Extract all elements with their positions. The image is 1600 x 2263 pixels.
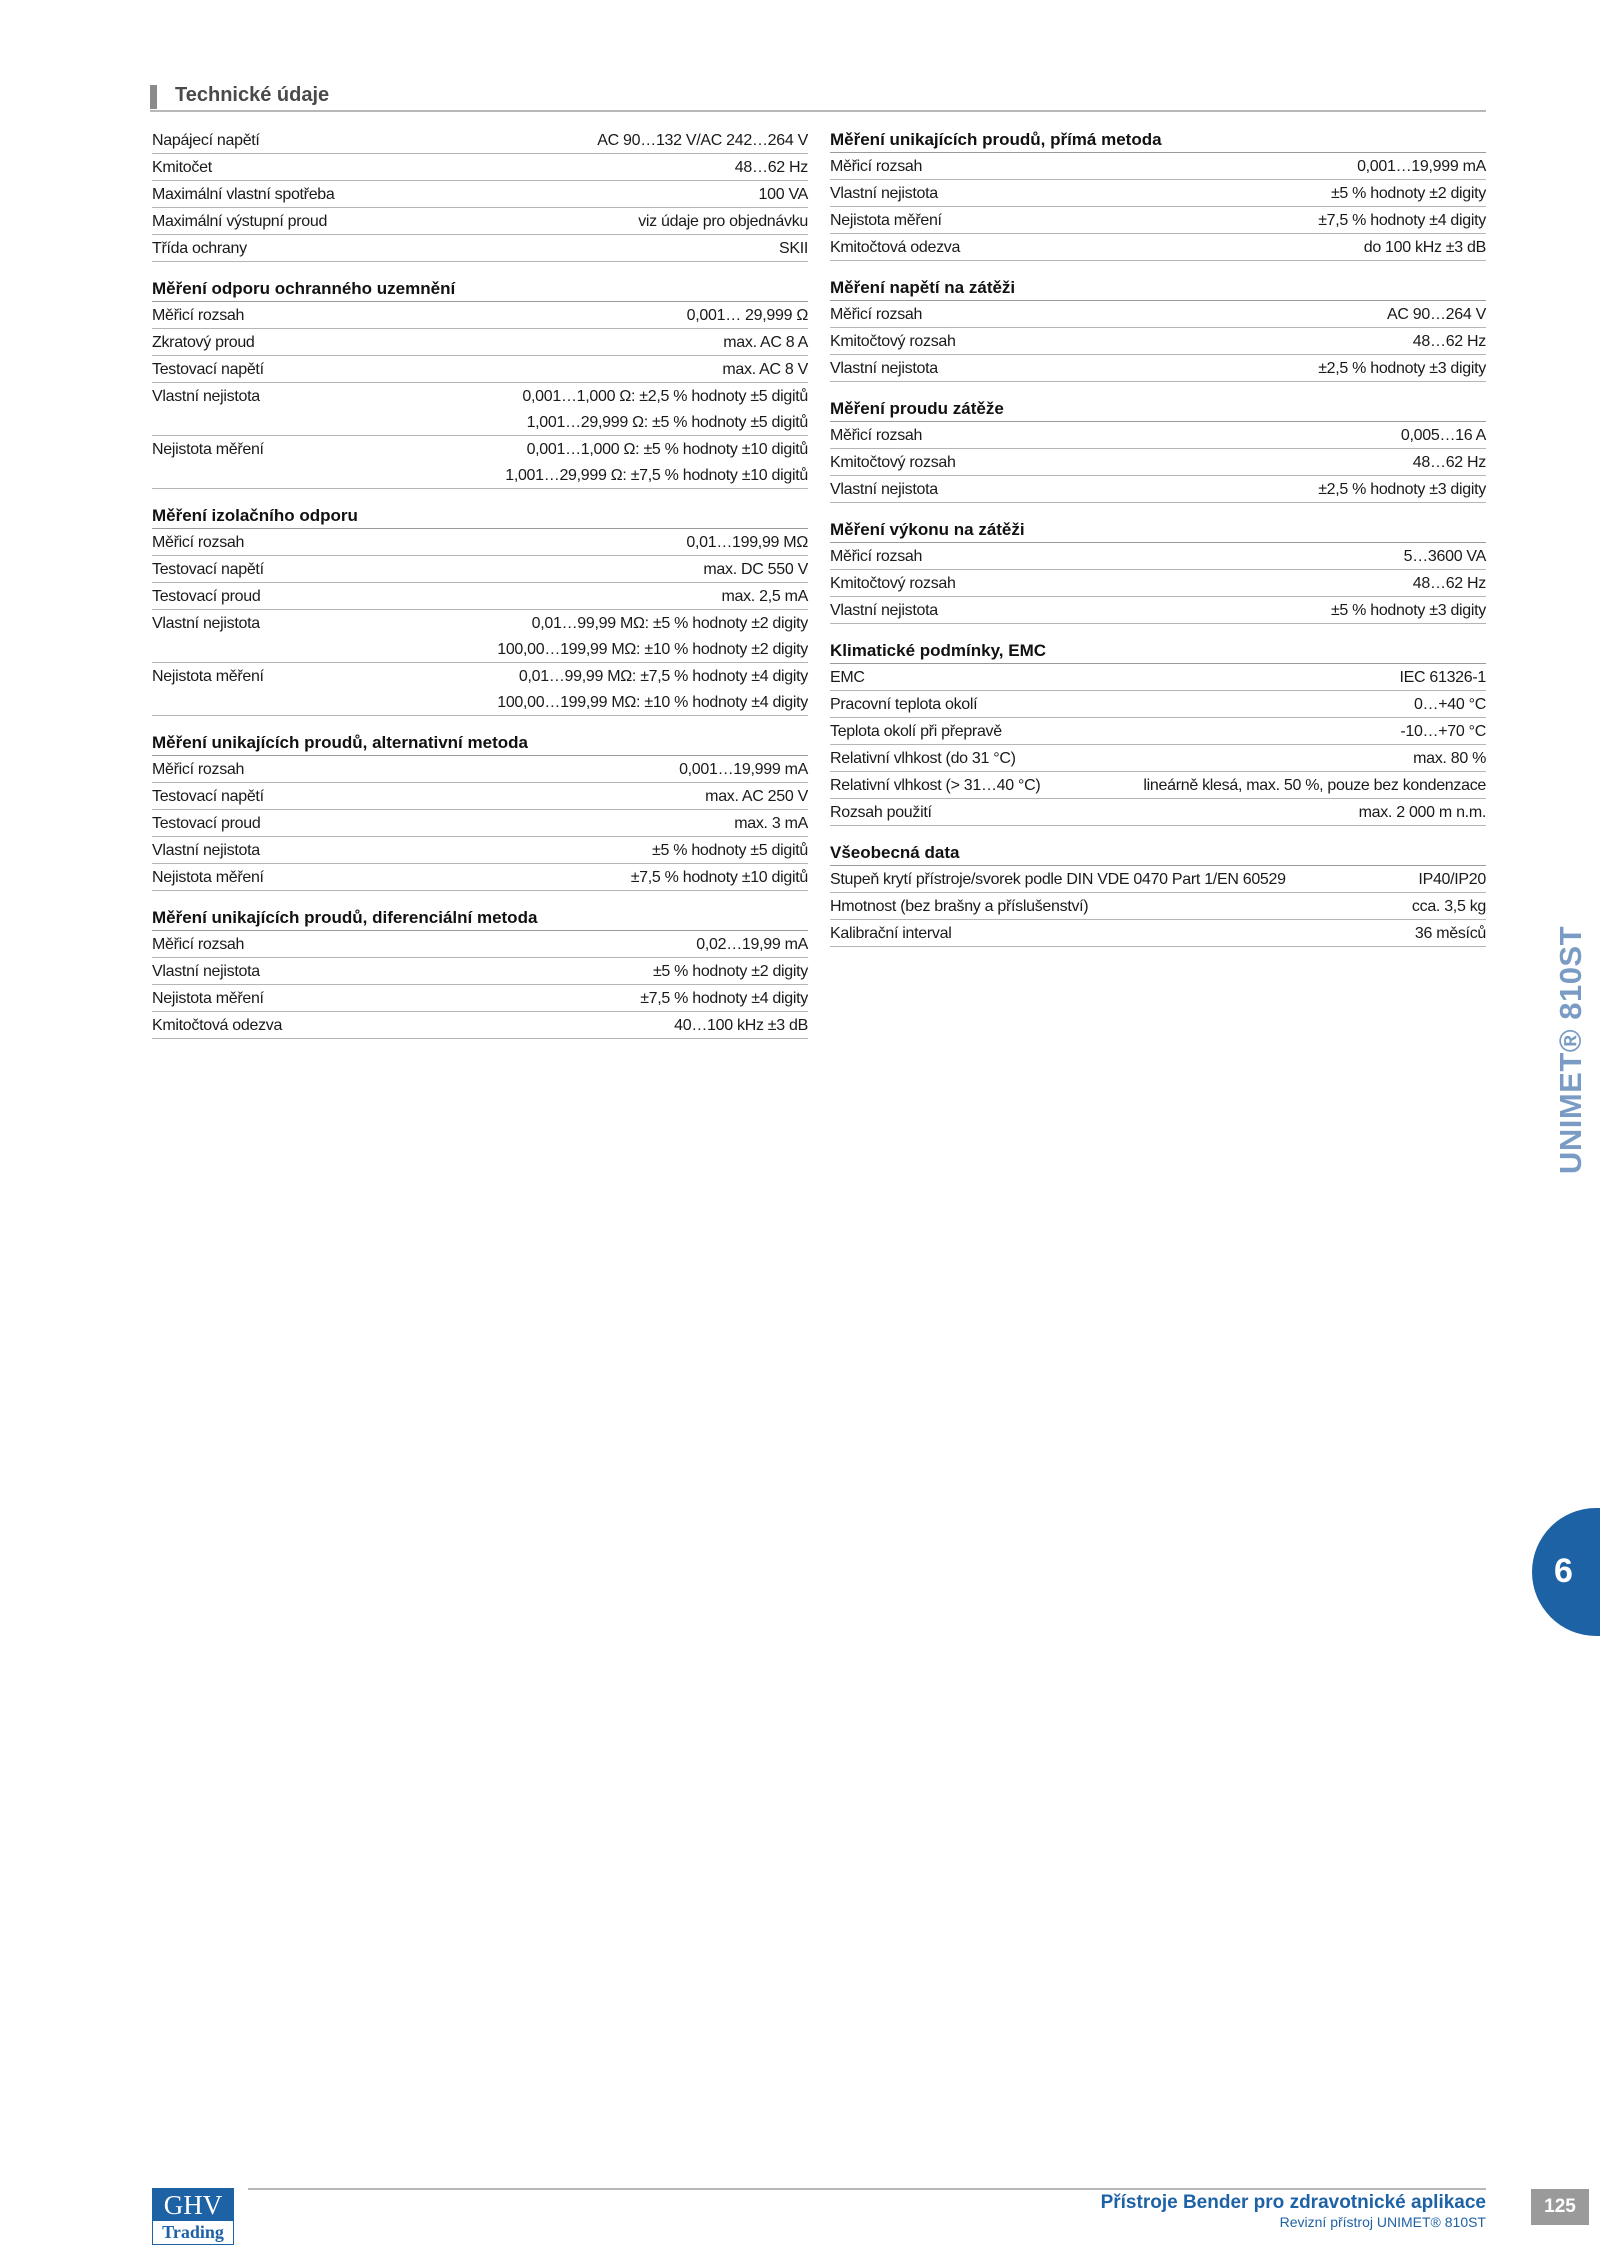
spec-line [152,931,808,957]
spec-row [830,355,1486,382]
spec-value: ±7,5 % hodnoty ±4 digity [640,990,808,1007]
spec-label: Měřicí rozsah [830,158,923,175]
spec-label: Teplota okolí při přepravě [830,723,1002,740]
spec-label: EMC [830,669,865,686]
group-title: Měření unikajících proudů, diferenciální metoda [152,905,808,931]
spec-value: max. DC 550 V [703,561,808,578]
spec-line [830,180,1486,206]
spec-value: 0,001…1,000 Ω: ±2,5 % hodnoty ±5 digitů [522,388,808,405]
spec-value: lineárně klesá, max. 50 %, pouze bez kondenzace [1143,777,1486,794]
spec-row [830,718,1486,745]
group-title: Všeobecná data [830,840,1486,866]
spec-row [830,301,1486,328]
spec-label: Třída ochrany [152,240,247,257]
group-title: Klimatické podmínky, EMC [830,638,1486,664]
spec-row [830,866,1486,893]
chapter-tab [1532,1508,1600,1636]
section-header [150,82,1486,112]
spec-line [152,1012,808,1038]
spec-line [830,570,1486,596]
spec-line [830,866,1486,892]
spec-line [152,329,808,355]
spec-value: ±5 % hodnoty ±3 digity [1330,602,1486,619]
spec-value: 0,001…19,999 mA [1357,158,1486,175]
spec-row [152,383,808,436]
spec-group [830,638,1486,826]
right-column [830,127,1486,961]
spec-value: SKII [778,240,808,257]
spec-label: Měřicí rozsah [152,936,245,953]
spec-value: do 100 kHz ±3 dB [1363,239,1486,256]
spec-row [152,931,808,958]
spec-line [152,610,808,636]
spec-value: 1,001…29,999 Ω: ±7,5 % hodnoty ±10 digitů [505,467,808,484]
section-header-bar [150,85,157,109]
spec-line [152,409,808,435]
spec-row [830,570,1486,597]
spec-label: Kmitočtový rozsah [830,333,956,350]
spec-value: 48…62 Hz [1412,454,1486,471]
spec-line [152,462,808,488]
spec-line [152,356,808,382]
spec-row [152,610,808,663]
spec-line [152,208,808,234]
spec-line [152,436,808,462]
group-title: Měření výkonu na zátěži [830,517,1486,543]
spec-label: Kmitočtový rozsah [830,454,956,471]
spec-value: 100,00…199,99 MΩ: ±10 % hodnoty ±4 digity [497,694,808,711]
spec-label: Kmitočtová odezva [830,239,961,256]
spec-row [830,664,1486,691]
spec-label: Kmitočet [152,159,212,176]
spec-line [152,636,808,662]
spec-label: Nejistota měření [830,212,942,229]
ghv-trading-logo [152,2188,234,2245]
spec-row [152,356,808,383]
spec-row [152,235,808,262]
spec-group [830,840,1486,947]
page-number: 125 [1531,2189,1589,2225]
spec-group [830,275,1486,382]
spec-value: 0,001… 29,999 Ω [686,307,808,324]
side-product-title [1551,925,1591,1175]
group-title: Měření unikajících proudů, přímá metoda [830,127,1486,153]
spec-line [152,302,808,328]
spec-row [152,127,808,154]
spec-value: 0,02…19,99 mA [696,936,808,953]
spec-row [152,810,808,837]
spec-line [152,958,808,984]
spec-value: 100 VA [758,186,808,203]
spec-label: Testovací napětí [152,361,264,378]
spec-label: Hmotnost (bez brašny a příslušenství) [830,898,1089,915]
spec-line [830,355,1486,381]
spec-line [830,718,1486,744]
spec-row [830,234,1486,261]
spec-line [152,663,808,689]
spec-value: ±7,5 % hodnoty ±4 digity [1318,212,1486,229]
spec-line [152,154,808,180]
spec-line [830,745,1486,771]
spec-label: Testovací proud [152,588,261,605]
spec-value: 0,001…1,000 Ω: ±5 % hodnoty ±10 digitů [526,441,808,458]
spec-value: 0,01…199,99 MΩ [686,534,808,551]
spec-row [152,181,808,208]
spec-row [152,556,808,583]
section-title: Technické údaje [175,84,330,106]
spec-value: viz údaje pro objednávku [638,213,808,230]
spec-label: Měřicí rozsah [830,548,923,565]
footer-title: Přístroje Bender pro zdravotnické aplikace [1100,2192,1486,2213]
spec-line [152,127,808,153]
spec-row [152,583,808,610]
spec-value: 0…+40 °C [1413,696,1486,713]
spec-line [830,422,1486,448]
spec-value: 5…3600 VA [1403,548,1486,565]
spec-value: max. AC 8 A [723,334,808,351]
spec-line [830,476,1486,502]
spec-group [152,276,808,489]
spec-label: Nejistota měření [152,869,264,886]
spec-group [152,730,808,891]
logo-text-bottom: Trading [162,2222,224,2242]
spec-value: max. 2 000 m n.m. [1358,804,1486,821]
spec-group [830,396,1486,503]
spec-value: max. 3 mA [734,815,808,832]
spec-label: Vlastní nejistota [152,842,260,859]
footer-rule [248,2188,1486,2190]
spec-row [830,543,1486,570]
group-title: Měření proudu zátěže [830,396,1486,422]
spec-row [152,208,808,235]
spec-label: Testovací napětí [152,561,264,578]
spec-row [830,449,1486,476]
spec-line [830,893,1486,919]
spec-value: 100,00…199,99 MΩ: ±10 % hodnoty ±2 digity [497,641,808,658]
spec-line [830,449,1486,475]
spec-line [830,799,1486,825]
spec-line [830,543,1486,569]
spec-row [152,329,808,356]
spec-row [152,302,808,329]
spec-row [152,958,808,985]
spec-value: 48…62 Hz [1412,333,1486,350]
spec-line [830,328,1486,354]
spec-value: ±7,5 % hodnoty ±10 digitů [630,869,808,886]
spec-row [830,207,1486,234]
spec-value: ±5 % hodnoty ±2 digity [652,963,808,980]
spec-row [830,920,1486,947]
group-title: Měření odporu ochranného uzemnění [152,276,808,302]
spec-value: AC 90…264 V [1387,306,1486,323]
spec-row [830,328,1486,355]
spec-group [152,503,808,716]
spec-line [152,783,808,809]
spec-label: Vlastní nejistota [152,615,260,632]
spec-label: Kmitočtový rozsah [830,575,956,592]
spec-row [830,422,1486,449]
spec-line [152,985,808,1011]
spec-group [830,517,1486,624]
spec-line [830,920,1486,946]
spec-value: AC 90…132 V/AC 242…264 V [597,132,808,149]
spec-label: Kalibrační interval [830,925,952,942]
spec-value: 48…62 Hz [734,159,808,176]
spec-label: Maximální výstupní proud [152,213,328,230]
spec-line [152,810,808,836]
spec-line [830,691,1486,717]
spec-line [830,207,1486,233]
spec-label: Pracovní teplota okolí [830,696,978,713]
spec-label: Relativní vlhkost (> 31…40 °C) [830,777,1041,794]
spec-value: ±2,5 % hodnoty ±3 digity [1318,481,1486,498]
spec-label: Nejistota měření [152,668,264,685]
spec-value: IEC 61326-1 [1399,669,1486,686]
spec-value: max. AC 250 V [705,788,808,805]
spec-value: 1,001…29,999 Ω: ±5 % hodnoty ±5 digitů [526,414,808,431]
spec-label: Testovací napětí [152,788,264,805]
spec-row [830,893,1486,920]
logo-text-top: GHV [153,2189,233,2221]
spec-value: 0,01…99,99 MΩ: ±5 % hodnoty ±2 digity [531,615,808,632]
spec-value: max. 2,5 mA [721,588,808,605]
spec-row [830,772,1486,799]
spec-label: Nejistota měření [152,990,264,1007]
spec-label: Kmitočtová odezva [152,1017,283,1034]
spec-line [830,597,1486,623]
spec-row [152,1012,808,1039]
spec-value: 0,001…19,999 mA [679,761,808,778]
spec-label: Rozsah použití [830,804,932,821]
spec-value: 0,005…16 A [1400,427,1486,444]
group-title: Měření unikajících proudů, alternativní metoda [152,730,808,756]
spec-label: Měřicí rozsah [830,306,923,323]
spec-row [830,745,1486,772]
spec-group [152,905,808,1039]
spec-row [152,756,808,783]
spec-line [830,772,1486,798]
spec-value: ±5 % hodnoty ±2 digity [1330,185,1486,202]
spec-line [152,181,808,207]
spec-row [152,154,808,181]
spec-line [830,301,1486,327]
spec-value: -10…+70 °C [1400,723,1486,740]
spec-row [152,783,808,810]
spec-group [830,127,1486,261]
spec-row [152,663,808,716]
spec-label: Vlastní nejistota [152,388,260,405]
spec-value: IP40/IP20 [1418,871,1486,888]
spec-line [152,383,808,409]
spec-row [152,985,808,1012]
spec-group [152,127,808,262]
group-title: Měření izolačního odporu [152,503,808,529]
spec-label: Nejistota měření [152,441,264,458]
spec-row [830,597,1486,624]
spec-label: Měřicí rozsah [152,534,245,551]
spec-label: Měřicí rozsah [152,761,245,778]
spec-line [152,756,808,782]
spec-label: Vlastní nejistota [152,963,260,980]
spec-line [830,234,1486,260]
spec-label: Měřicí rozsah [152,307,245,324]
spec-line [152,583,808,609]
spec-line [830,153,1486,179]
spec-label: Napájecí napětí [152,132,260,149]
spec-value: 36 měsíců [1414,925,1486,942]
spec-row [152,864,808,891]
spec-label: Vlastní nejistota [830,185,938,202]
spec-value: ±5 % hodnoty ±5 digitů [652,842,808,859]
spec-line [152,556,808,582]
side-product-title-text: UNIMET® 810ST [1553,925,1588,1175]
spec-row [830,153,1486,180]
spec-label: Vlastní nejistota [830,602,938,619]
spec-value: cca. 3,5 kg [1411,898,1486,915]
spec-value: max. 80 % [1413,750,1486,767]
chapter-number: 6 [1554,1552,1573,1590]
spec-label: Vlastní nejistota [830,481,938,498]
spec-label: Testovací proud [152,815,261,832]
spec-line [152,235,808,261]
spec-label: Maximální vlastní spotřeba [152,186,335,203]
spec-row [830,799,1486,826]
left-column [152,127,808,1053]
spec-label: Vlastní nejistota [830,360,938,377]
spec-line [152,837,808,863]
spec-line [152,864,808,890]
spec-value: 40…100 kHz ±3 dB [674,1017,808,1034]
spec-line [830,664,1486,690]
spec-line [152,529,808,555]
spec-value: 0,01…99,99 MΩ: ±7,5 % hodnoty ±4 digity [518,668,808,685]
spec-line [152,689,808,715]
group-title: Měření napětí na zátěži [830,275,1486,301]
spec-value: ±2,5 % hodnoty ±3 digity [1318,360,1486,377]
spec-row [830,691,1486,718]
spec-label: Relativní vlhkost (do 31 °C) [830,750,1016,767]
spec-row [152,436,808,489]
spec-row [152,837,808,864]
spec-label: Měřicí rozsah [830,427,923,444]
spec-row [830,180,1486,207]
footer-subtitle: Revizní přístroj UNIMET® 810ST [1279,2214,1486,2230]
spec-value: max. AC 8 V [722,361,808,378]
spec-label: Stupeň krytí přístroje/svorek podle DIN VDE 0470 Part 1/EN 60529 [830,871,1286,888]
spec-label: Zkratový proud [152,334,255,351]
spec-value: 48…62 Hz [1412,575,1486,592]
spec-row [830,476,1486,503]
spec-row [152,529,808,556]
